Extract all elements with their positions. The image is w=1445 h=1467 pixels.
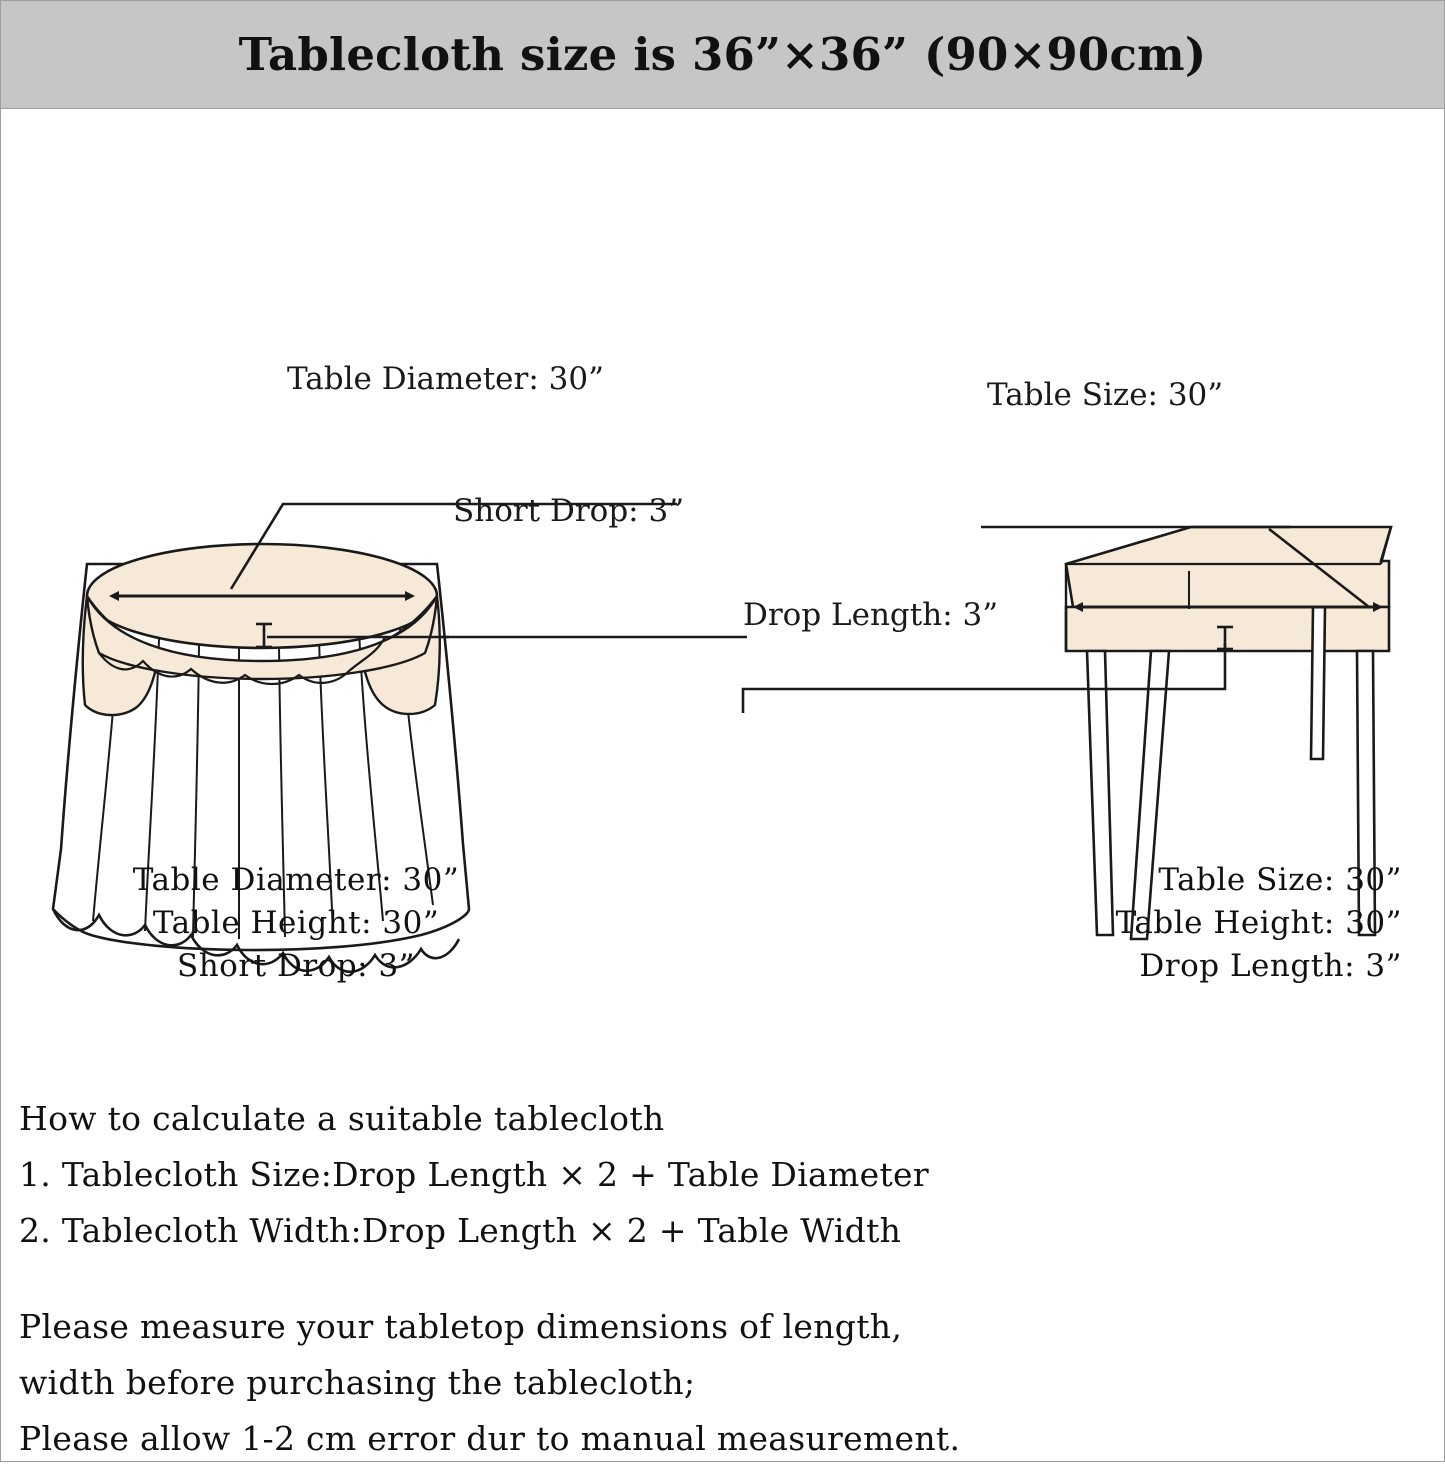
- rect-caption-line-2: Table Height: 30”: [1115, 905, 1402, 941]
- instructions-line-1: 1. Tablecloth Size:Drop Length × 2 + Table Diameter: [19, 1155, 929, 1194]
- round-table-caption: [56, 859, 536, 988]
- rect-table-caption: [922, 859, 1402, 988]
- notes-line-2: width before purchasing the tablecloth;: [19, 1363, 696, 1402]
- rect-caption-line-1: Table Size: 30”: [1158, 862, 1402, 898]
- round-caption-line-2: Table Height: 30”: [152, 905, 440, 941]
- page-title: Tablecloth size is 36”×36” (90×90cm): [238, 28, 1207, 81]
- instructions-block: [19, 1091, 1419, 1467]
- text-spacer: [19, 1259, 1419, 1299]
- round-caption-line-1: Table Diameter: 30”: [132, 862, 460, 898]
- label-table-size: Table Size: 30”: [987, 377, 1224, 413]
- header-bar: [1, 1, 1444, 109]
- label-table-diameter: Table Diameter: 30”: [287, 361, 604, 397]
- notes-line-1: Please measure your tabletop dimensions of length,: [19, 1307, 903, 1346]
- round-caption-line-3: Short Drop: 3”: [176, 948, 416, 984]
- instructions-line-2: 2. Tablecloth Width:Drop Length × 2 + Table Width: [19, 1211, 902, 1250]
- instructions-heading: How to calculate a suitable tablecloth: [19, 1099, 665, 1138]
- rect-caption-line-3: Drop Length: 3”: [1139, 948, 1402, 984]
- label-drop-length: Drop Length: 3”: [743, 597, 999, 633]
- label-short-drop: Short Drop: 3”: [453, 493, 685, 529]
- notes-line-3: Please allow 1-2 cm error dur to manual measurement.: [19, 1419, 961, 1458]
